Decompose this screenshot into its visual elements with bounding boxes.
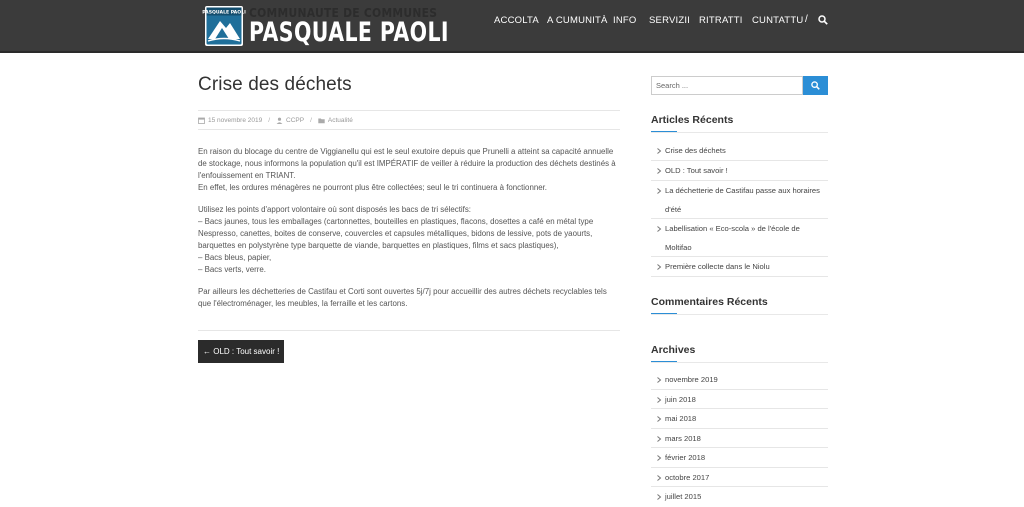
- chevron-right-icon: [655, 225, 663, 233]
- post-meta: [198, 117, 353, 124]
- chevron-right-icon: [655, 263, 663, 271]
- list-item[interactable]: [651, 448, 828, 468]
- divider: [198, 129, 620, 130]
- chevron-right-icon: [655, 167, 663, 175]
- post-content: [198, 146, 622, 320]
- chevron-right-icon: [655, 493, 663, 501]
- list-item[interactable]: [651, 468, 828, 488]
- list-item[interactable]: [651, 257, 828, 277]
- nav-item-servizii[interactable]: SERVIZII: [649, 15, 691, 26]
- nav-item-accolta[interactable]: ACCOLTA: [494, 15, 539, 26]
- post-title: Crise des déchets: [198, 74, 352, 95]
- nav-item-a-cumunita[interactable]: A CUMUNITÀ: [547, 15, 608, 26]
- archive-link[interactable]: mai 2018: [665, 414, 697, 423]
- divider: [198, 110, 620, 111]
- logo-title: PASQUALE PAOLI: [249, 17, 449, 48]
- nav-separator: /: [805, 14, 808, 25]
- archive-link[interactable]: novembre 2019: [665, 375, 718, 384]
- chevron-right-icon: [655, 415, 663, 423]
- widget-title-recent-posts: Articles Récents: [651, 114, 734, 126]
- folder-icon: [318, 117, 325, 124]
- meta-separator: /: [310, 117, 312, 124]
- recent-post-link[interactable]: Crise des déchets: [665, 146, 726, 155]
- list-item[interactable]: [651, 181, 828, 219]
- divider: [651, 362, 828, 363]
- widget-title-archives: Archives: [651, 344, 696, 356]
- list-item[interactable]: [651, 219, 828, 257]
- divider: [651, 132, 828, 133]
- list-item[interactable]: [651, 161, 828, 181]
- logo-subtitle: COMMUNAUTE DE COMMUNES: [249, 5, 438, 20]
- list-item[interactable]: [651, 141, 828, 161]
- recent-post-link[interactable]: OLD : Tout savoir !: [665, 166, 728, 175]
- post-paragraph: Par ailleurs les déchetteries de Castifau et Corti sont ouvertes 5j/7j pour accueillir des autres déchets recyclables tels que l'électroménager, les meubles, la ferraille et les cartons.: [198, 287, 607, 308]
- list-item[interactable]: [651, 409, 828, 429]
- archive-link[interactable]: juin 2018: [665, 394, 696, 404]
- nav-item-ritratti[interactable]: RITRATTI: [699, 15, 743, 26]
- user-icon: [276, 117, 283, 124]
- site-header: [0, 0, 1024, 53]
- list-item[interactable]: [651, 370, 828, 390]
- post-date[interactable]: 15 novembre 2019: [208, 117, 263, 124]
- divider: [198, 330, 620, 331]
- nav-item-info[interactable]: INFO: [613, 15, 637, 26]
- search-button[interactable]: [803, 76, 828, 95]
- search-icon: [811, 81, 820, 90]
- calendar-icon: [198, 117, 205, 124]
- recent-post-link[interactable]: La déchetterie de Castifau passe aux horaires d'été: [665, 186, 820, 214]
- post-author[interactable]: CCPP: [286, 117, 305, 124]
- list-item[interactable]: [651, 429, 828, 449]
- archive-link[interactable]: octobre 2017: [665, 472, 710, 482]
- chevron-right-icon: [655, 435, 663, 443]
- recent-posts-list: [651, 141, 828, 277]
- post-paragraph: Utilisez les points d'apport volontaire où sont disposés les bacs de tri sélectifs: – Bacs jaunes, tous les emballages (cartonnettes, bouteilles en plastiques, flacons, dosettes a café en métal type Nespresso, canettes, boites de conserve, couvercles et capsules métalliques, bidons de lessive, pots de yaourts, barquettes en polystyrène type barquette de viande, barquettes en plastiques, films et sacs plastiques), – Bacs bleus, papier, – Bacs verts, verre.: [198, 205, 594, 274]
- recent-post-link[interactable]: Labellisation « Eco-scola » de l'école de Moltifao: [665, 224, 800, 252]
- previous-post-link[interactable]: ← OLD : Tout savoir !: [198, 340, 284, 363]
- mountain-logo-icon: [202, 6, 246, 46]
- chevron-right-icon: [655, 147, 663, 155]
- divider: [651, 314, 828, 315]
- list-item[interactable]: [651, 390, 828, 410]
- search-input[interactable]: [651, 76, 803, 95]
- meta-separator: /: [268, 117, 271, 124]
- logo-badge-text: PASQUALE PAOLI: [202, 10, 246, 16]
- post-category[interactable]: Actualité: [327, 117, 353, 124]
- chevron-right-icon: [655, 376, 663, 384]
- list-item[interactable]: [651, 487, 828, 507]
- post-paragraph: En raison du blocage du centre de Viggianellu qui est le seul exutoire depuis que Prunelli a atteint sa capacité annuelle de stockage, nous informons la population qu'il est IMPÉRATIF de veiller à réduire la production des déchets destinés à l'enfouissement en TRIANT. En effet, les ordures ménagères ne pourront plus être collectées; seul le tri continuera à fonctionner.: [198, 147, 616, 192]
- chevron-right-icon: [655, 187, 663, 195]
- archive-link[interactable]: juillet 2015: [665, 492, 702, 501]
- archive-link[interactable]: mars 2018: [665, 433, 701, 443]
- chevron-right-icon: [655, 396, 663, 404]
- chevron-right-icon: [655, 474, 663, 482]
- recent-post-link[interactable]: Première collecte dans le Niolu: [665, 262, 770, 271]
- archive-link[interactable]: février 2018: [665, 453, 706, 462]
- search-icon[interactable]: [818, 15, 828, 25]
- widget-title-recent-comments: Commentaires Récents: [651, 296, 768, 308]
- archives-list: [651, 370, 828, 507]
- chevron-right-icon: [655, 454, 663, 462]
- site-logo[interactable]: [202, 5, 449, 49]
- nav-item-cuntattu[interactable]: CUNTATTU: [752, 15, 804, 26]
